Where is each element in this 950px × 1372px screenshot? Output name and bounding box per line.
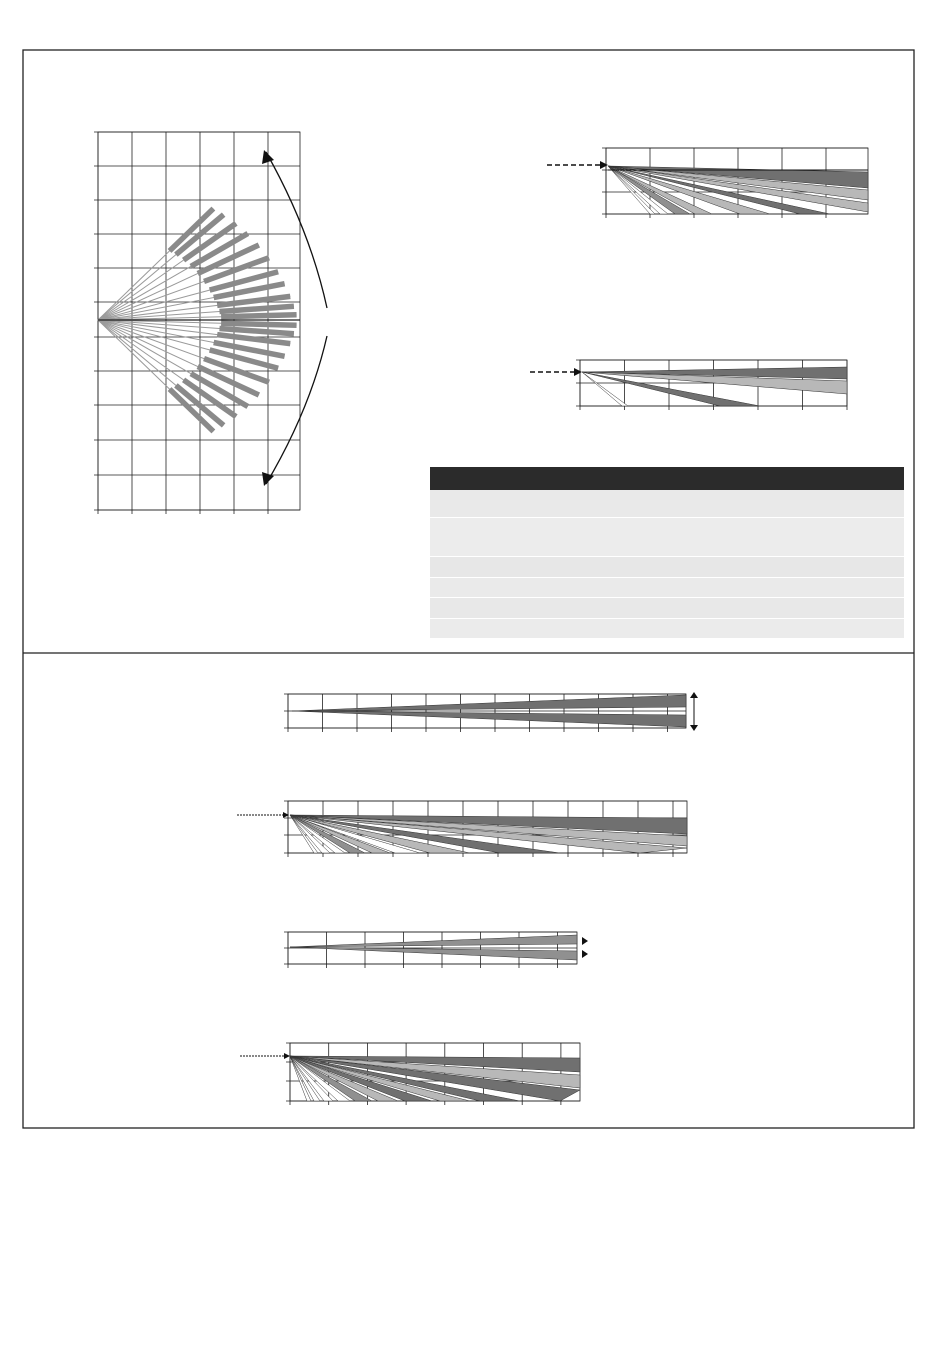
spec-table-row [430,518,904,557]
beam-zone [290,947,577,960]
spec-table [430,467,904,638]
detection-zone [221,323,296,325]
side-view-1 [547,148,868,218]
detection-zone [217,296,290,305]
beam-zone [292,711,686,727]
side-view-5-arrow-top [582,937,588,945]
side-view-2-beams [582,367,847,406]
side-view-2 [530,360,847,410]
spec-table-row [430,578,904,598]
side-view-4-beams [290,815,687,853]
coverage-arc-lower [266,336,327,484]
spec-table-row [430,490,904,518]
side-view-5-beams [290,935,577,960]
beam-zone [290,935,577,947]
detection-zone [219,306,293,311]
side-view-5-arrow-bottom [582,950,588,958]
detection-zone [219,328,293,333]
side-view-6-arrow-head [284,1053,290,1059]
detection-zone [221,315,296,317]
spec-table-row [430,619,904,639]
spec-table-row [430,557,904,578]
side-view-3-dim-arrow-top [690,692,698,698]
side-view-5 [284,932,588,968]
side-view-3 [284,692,698,732]
side-view-6-beams [290,1056,580,1101]
side-view-6 [240,1043,580,1105]
detection-zone [217,335,290,344]
side-view-1-arrow-head [600,161,608,169]
side-view-3-dim-arrow-bottom [690,725,698,731]
top-view-diagram [94,132,327,514]
spec-table-row [430,598,904,619]
side-view-4 [237,801,687,857]
side-view-2-arrow-head [574,368,582,376]
spec-table-header [430,467,904,490]
beam-zone [292,695,686,711]
